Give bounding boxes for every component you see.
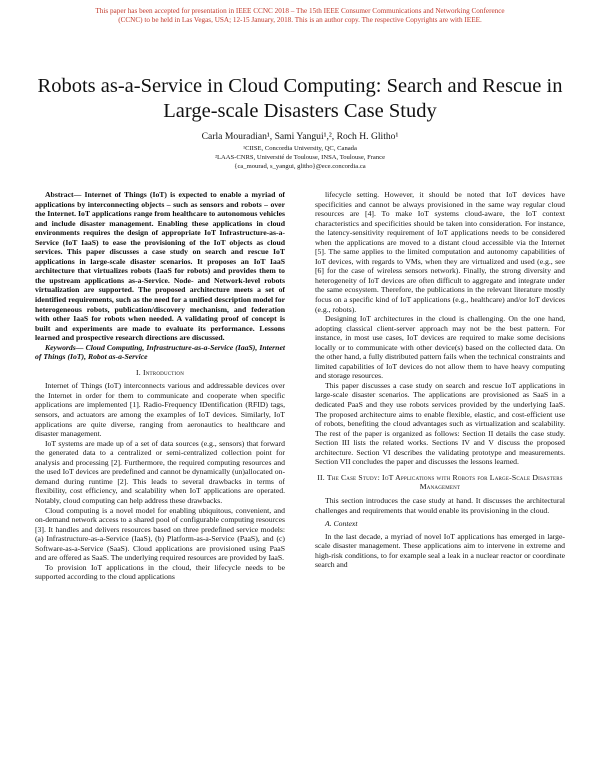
copyright-banner [40,7,560,24]
paragraph: Cloud computing is a novel model for enabling ubiquitous, convenient, and on-demand network access to a shared pool of configurable computing resources [3]. It handles and delivers resources based on three predefined service models: (a) Infrastructure-as-a-Service (IaaS), (b) Platform-as-a-Service (PaaS), and (c) Software-as-a-Service (SaaS). Cloud applications are provisioned using PaaS and are offered as SaaS. The underlying required resources are provided by IaaS. [35,505,285,563]
abstract: Abstract— Internet of Things (IoT) is expected to enable a myriad of applications by interconnecting objects – such as sensors and robots – over the Internet. IoT applications range from healthcare to autonomous vehicles and include disaster management. Enabling these applications in cloud environments requires the design of appropriate IoT Infrastructure-as-a-Service (IoT IaaS) to ease the provisioning of the IoT objects as cloud services. This paper discusses a case study on search and rescue IoT applications in large-scale disaster scenarios. It proposes an IoT IaaS architecture that virtualizes robots (IaaS for robots) and provides them to the upstream applications as-a-Service. Node- and Network-level robots virtualization are supported. The proposed architecture meets a set of identified requirements, such as the need for a unified description model for heterogeneous robots, publication/discovery mechanism, and federation with other IaaS for robots when needed. A validating proof of concept is built and experiments are made to evaluate its performance. Lessons learned and prospective research directions are discussed. [35,190,285,343]
subsection-heading-context: A. Context [325,519,358,529]
paragraph: Designing IoT architectures in the cloud is challenging. On the one hand, adopting classical client-server approach may not be the best pattern. For instance, in most use cases, IoT devices are required to make some decisions locally or to communicate with other device(s) based on the collected data. On the other hand, a fully distributed pattern fails when the technical constraints and limited capabilities of IoT devices do not allow them to have heavy computing and storage resources. [315,314,565,381]
paper-title: Robots as-a-Service in Cloud Computing: Search and Rescue in Large-scale Disasters Case Study [37,75,563,122]
keywords: Keywords— Cloud Computing, Infrastructure-as-a-Service (IaaS), Internet of Things (IoT), Robot as-a-Service [35,342,285,362]
paragraph: To provision IoT applications in the cloud, their lifecycle needs to be supported according to the cloud applications [35,562,285,582]
paragraph: Internet of Things (IoT) interconnects various and addressable devices over the Internet in order for them to communicate and cooperate when specific applications are implemented [1]. Radio-Frequency IDentification (RFID) tags, sensors, and actuators are among the examples of IoT devices. Similarly, IoT applications are quite diverse, ranging from aeronautics to healthcare and disaster management. [35,381,285,439]
paragraph: IoT systems are made up of a set of data sources (e.g., sensors) that forward the generated data to a centralized or semi-centralized collection point for analysis and processing [2]. Furthermore, the required computing resources and the used IoT devices are predefined and cannot be dynamically (un)allocated on-demand during runtime [2]. This leads to several drawbacks in terms of flexibility, cost efficiency, and scalability when IoT applications are operated. Notably, cloud computing can help address these drawbacks. [35,438,285,505]
paragraph: In the last decade, a myriad of novel IoT applications has emerged in large-scale disaster management. These applications aim to intervene in extreme and high-risk conditions, to for example seal a leak in a nuclear reactor or coordinate search and [315,531,565,570]
left-column [35,190,285,582]
paragraph: This section introduces the case study at hand. It discusses the architectural challenges and requirements that would enable its provisioning in the cloud. [315,495,565,515]
section-heading-introduction: I. Introduction [135,367,185,377]
section-heading-case-study: II. The Case Study: IoT Applications with Robots for Large-Scale Disasters Management [317,472,563,492]
paragraph: lifecycle setting. However, it should be noted that IoT devices have specificities and cannot be always provisioned in the same way regular cloud resources are [4]. To make IoT systems cloud-aware, the IoT context characteristics and specificities should be taken into consideration. For instance, the latency-sensitivity requirement of IoT applications needs to be considered when the applications are moved to a distant cloud accessible via the Internet [5]. The same applies to the limited computation and autonomy capabilities of IoT devices, with regards to VMs, when they are virtualized and used (e.g., see [6] for the case of wireless sensors network). Finally, the strong diversity and heterogeneity of IoT devices are often difficult to aggregate and integrate under the same ecosystem. Therefore, the publications in the relevant literature mostly focus on a specific kind of IoT applications (e.g., healthcare) and/or IoT devices (e.g., robots). [315,190,565,314]
banner-line-2: (CCNC) to be held in Las Vegas, USA; 12-15 January, 2018. This is an author copy. The respective Copyrights are with IEEE. [118,15,482,24]
right-column [315,190,565,570]
paragraph: This paper discusses a case study on search and rescue IoT applications in large-scale disaster scenarios. The applications are provisioned as SaaS in a dedicated PaaS and they use robots services provided by the underlying IaaS. The proposed architecture aims to enable flexible, elastic, and cost-efficient use of robots, benefiting the cloud advantages such as virtualization and scalability. The rest of the paper is organized as follows: Section II details the case study. Section III lists the related works. Sections IV and V discuss the proposed architecture. Section VI describes the validating prototype and measurements. Section VII concludes the paper and discusses the lessons learned. [315,380,565,467]
affiliation-1: ¹CIISE, Concordia University, QC, Canada [243,145,357,152]
author-emails: {ca_mourad, s_yangui, glitho}@ece.concordia.ca [234,162,366,170]
authors: Carla Mouradian¹, Sami Yangui¹,², Roch H. Glitho¹ [201,131,399,142]
affiliations [60,145,540,172]
affiliation-2: ²LAAS-CNRS, Université de Toulouse, INSA, Toulouse, France [214,153,386,161]
banner-line-1: This paper has been accepted for presentation in IEEE CCNC 2018 – The 15th IEEE Consumer Communications and Networking Conference [95,7,505,15]
